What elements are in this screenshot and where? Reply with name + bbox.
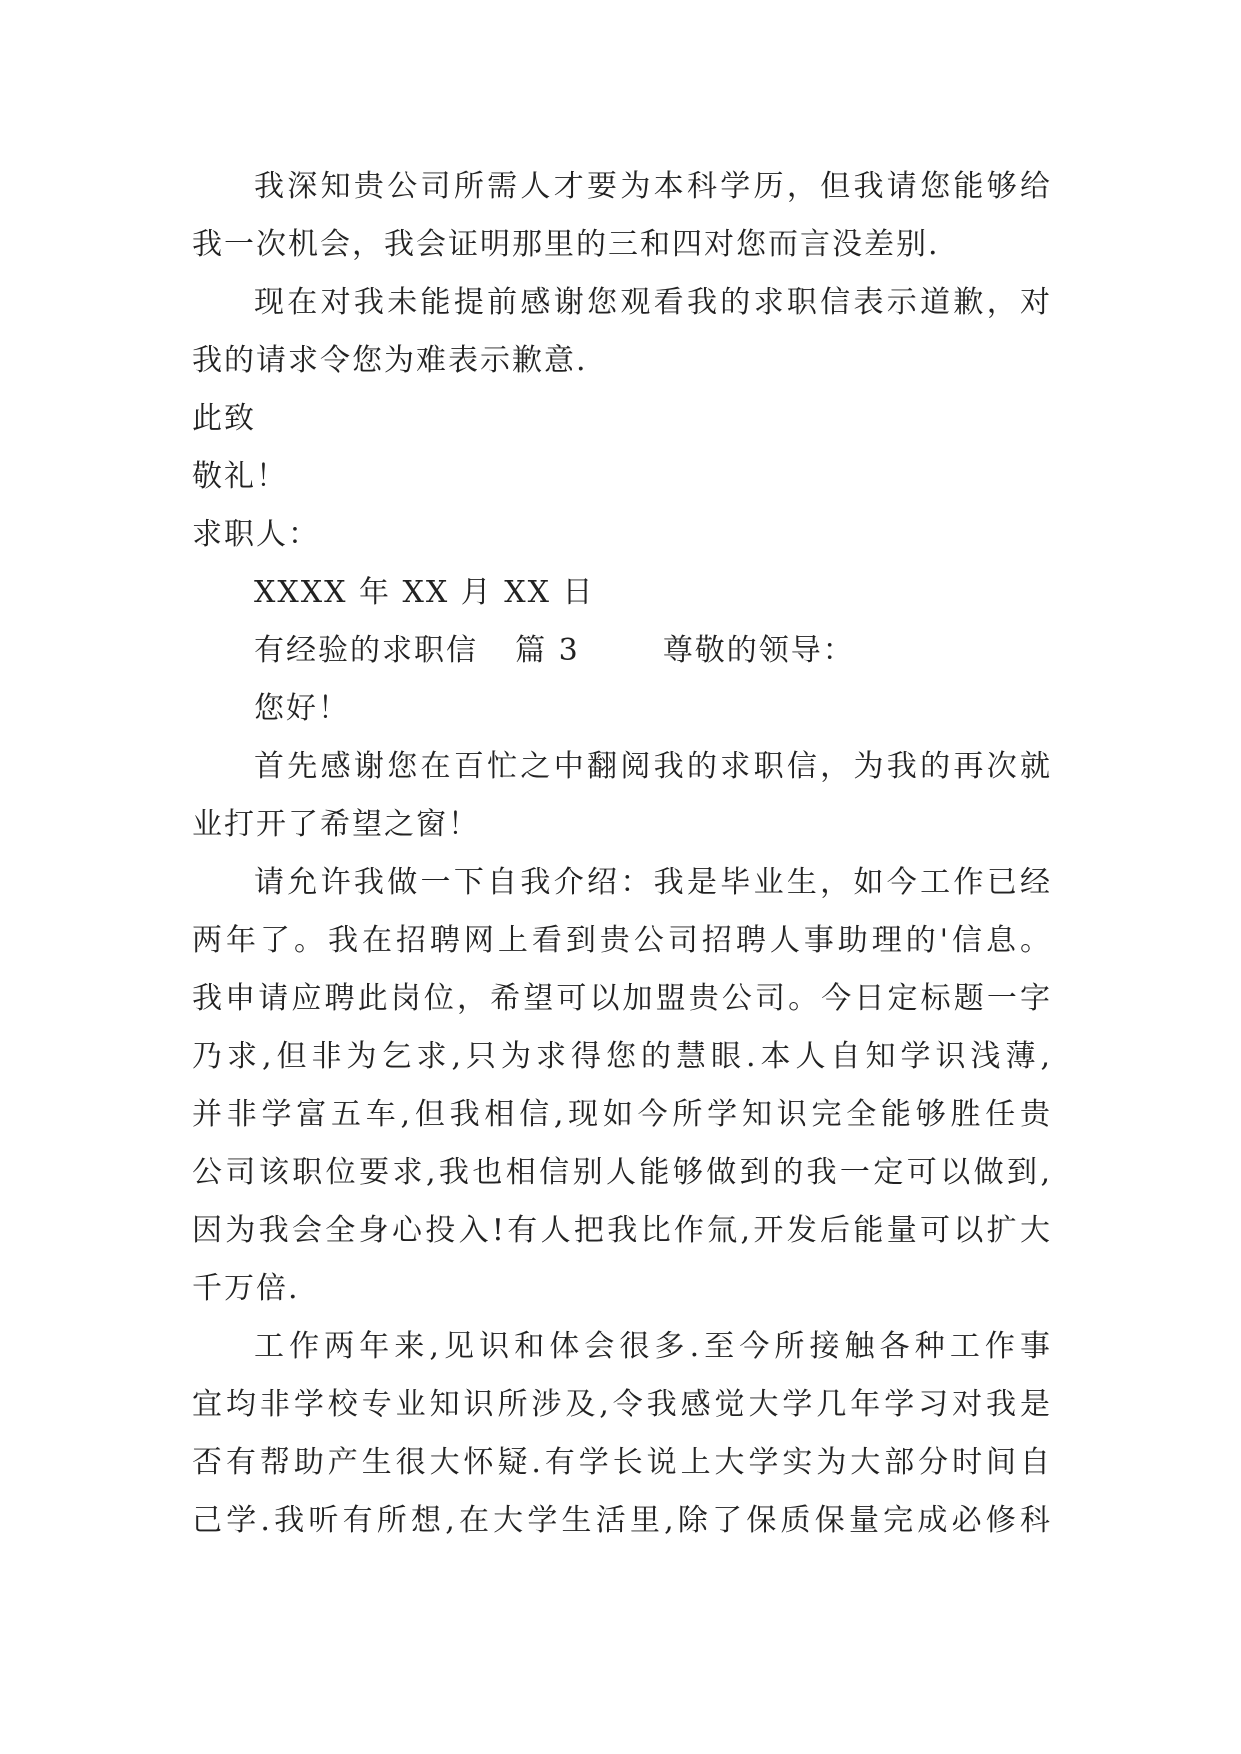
paragraph-line: 工作两年来,见识和体会很多.至今所接触各种工作事 <box>254 1329 1052 1364</box>
paragraph-line: 千万倍. <box>192 1271 300 1306</box>
paragraph-line: 业打开了希望之窗！ <box>192 807 480 842</box>
paragraph-line: 宜均非学校专业知识所涉及,令我感觉大学几年学习对我是 <box>192 1387 1052 1422</box>
closing-salute: 敬礼！ <box>192 459 288 494</box>
paragraph-line: 请允许我做一下自我介绍：我是毕业生，如今工作已经 <box>254 865 1052 900</box>
paragraph-line: 否有帮助产生很大怀疑.有学长说上大学实为大部分时间自 <box>192 1445 1052 1480</box>
paragraph-line: 我的请求令您为难表示歉意. <box>192 343 588 378</box>
paragraph-line: 我申请应聘此岗位，希望可以加盟贵公司。今日定标题一字 <box>192 981 1052 1016</box>
paragraph-line: 两年了。我在招聘网上看到贵公司招聘人事助理的'信息。 <box>192 923 1052 958</box>
date-line: XXXX 年 XX 月 XX 日 <box>254 575 595 610</box>
paragraph-line: 我深知贵公司所需人才要为本科学历，但我请您能够给 <box>254 169 1052 204</box>
paragraph-line: 现在对我未能提前感谢您观看我的求职信表示道歉，对 <box>254 285 1052 320</box>
paragraph-line: 我一次机会，我会证明那里的三和四对您而言没差别. <box>192 227 940 262</box>
paragraph-line: 乃求,但非为乞求,只为求得您的慧眼.本人自知学识浅薄, <box>192 1039 1052 1074</box>
document-page <box>192 158 1052 1550</box>
paragraph-line: 并非学富五车,但我相信,现如今所学知识完全能够胜任贵 <box>192 1097 1052 1132</box>
section-heading-line <box>192 622 1052 680</box>
paragraph-line: 己学.我听有所想,在大学生活里,除了保质保量完成必修科 <box>192 1503 1052 1538</box>
paragraph-line: 因为我会全身心投入!有人把我比作氚,开发后能量可以扩大 <box>192 1213 1052 1248</box>
closing-phrase: 此致 <box>192 401 256 436</box>
paragraph-line: 首先感谢您在百忙之中翻阅我的求职信，为我的再次就 <box>254 749 1052 784</box>
applicant-label: 求职人： <box>192 517 320 552</box>
paragraph-line: 公司该职位要求,我也相信别人能够做到的我一定可以做到, <box>192 1155 1052 1190</box>
greeting: 您好！ <box>254 691 350 726</box>
section-number: 篇 3 <box>515 633 580 668</box>
salutation: 尊敬的领导： <box>662 633 855 668</box>
section-heading: 有经验的求职信 <box>254 633 478 668</box>
